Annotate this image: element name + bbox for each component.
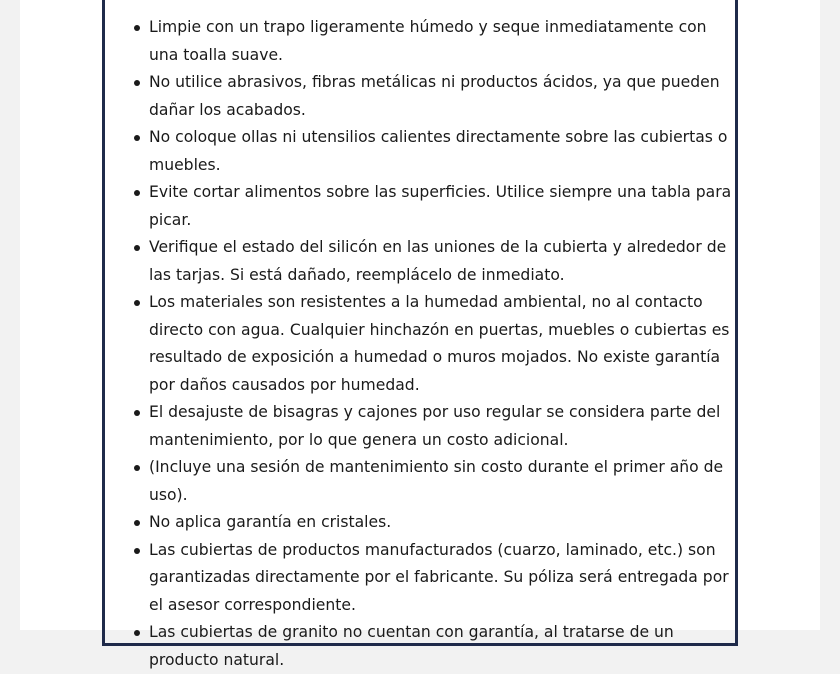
list-item-manufactured-countertops: Las cubiertas de productos manufacturados (cuarzo, laminado, etc.) son garantizadas directamente por el fabricante. Su póliza será entregada por el asesor correspondiente. xyxy=(149,537,739,620)
list-item-no-glass-warranty: No aplica garantía en cristales. xyxy=(149,509,739,537)
list-item-maintenance-session: (Incluye una sesión de mantenimiento sin costo durante el primer año de uso). xyxy=(149,454,739,509)
list-item-hinges-drawers: El desajuste de bisagras y cajones por uso regular se considera parte del mantenimiento, por lo que genera un costo adicional. xyxy=(149,399,739,454)
list-item-humidity: Los materiales son resistentes a la humedad ambiental, no al contacto directo con agua. Cualquier hinchazón en puertas, muebles o cubiertas es resultado de exposición a humedad o muros mojados. No existe garantía por daños causados por humedad. xyxy=(149,289,739,399)
list-item-cleaning: Limpie con un trapo ligeramente húmedo y seque inmediatamente con una toalla suave. xyxy=(149,14,739,69)
list-item-cutting-board: Evite cortar alimentos sobre las superficies. Utilice siempre una tabla para picar. xyxy=(149,179,739,234)
list-item-no-abrasives: No utilice abrasivos, fibras metálicas ni productos ácidos, ya que pueden dañar los acabados. xyxy=(149,69,739,124)
care-instructions-list xyxy=(149,14,739,674)
list-item-no-hot-pots: No coloque ollas ni utensilios calientes directamente sobre las cubiertas o muebles. xyxy=(149,124,739,179)
list-item-silicone-check: Verifique el estado del silicón en las uniones de la cubierta y alrededor de las tarjas. Si está dañado, reemplácelo de inmediato. xyxy=(149,234,739,289)
list-item-granite-countertops: Las cubiertas de granito no cuentan con garantía, al tratarse de un producto natural. xyxy=(149,619,739,674)
